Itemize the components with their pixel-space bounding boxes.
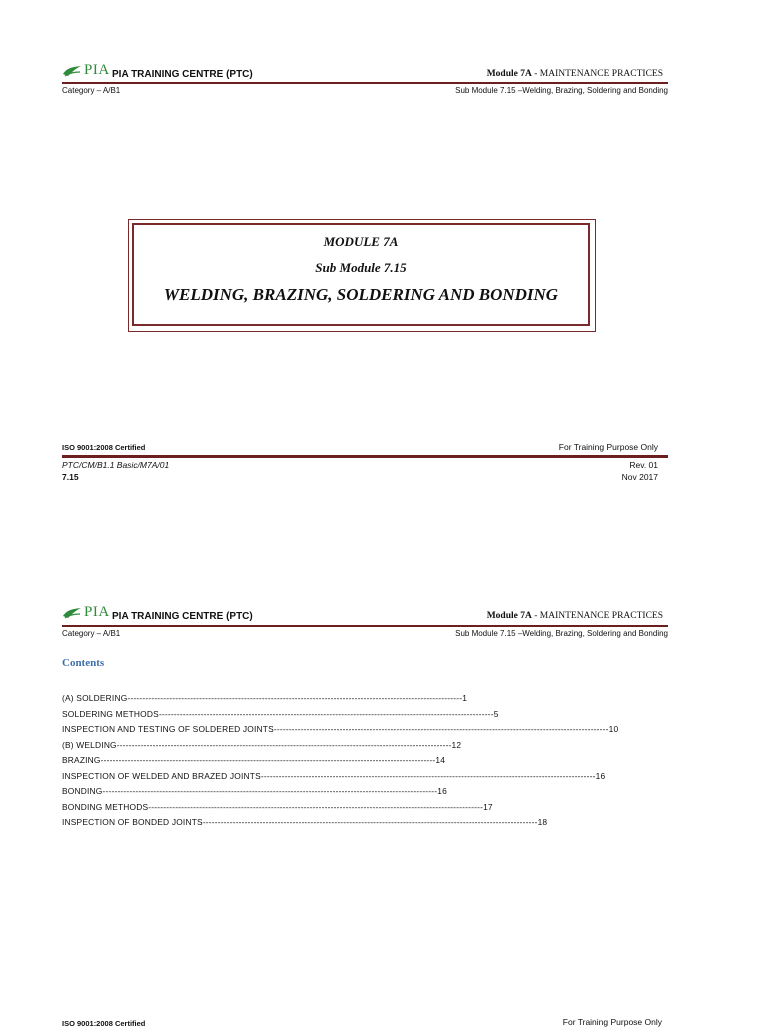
- toc-entry-page: 16: [595, 770, 606, 781]
- revision: Rev. 01: [629, 460, 658, 470]
- module-title-bold: Module 7A: [486, 69, 532, 79]
- toc-entry[interactable]: [62, 800, 493, 816]
- toc-entry-page: 12: [451, 739, 462, 750]
- toc-leader-dots: ----------------------------------------------------------------------------------------------------------------: [202, 817, 538, 827]
- submodule-heading: Sub Module 7.15: [315, 260, 407, 275]
- toc-entry[interactable]: [62, 691, 468, 707]
- module-heading: MODULE 7A: [323, 234, 399, 249]
- document-reference: PTC/CM/B1.1 Basic/M7A/01: [62, 460, 170, 470]
- crane-bird-icon: [62, 606, 82, 620]
- toc-entry[interactable]: [62, 769, 606, 785]
- training-centre-title: PIA TRAINING CENTRE (PTC): [112, 69, 253, 80]
- table-of-contents: [62, 691, 619, 831]
- toc-entry-label: (A) SOLDERING: [62, 693, 128, 703]
- toc-entry[interactable]: [62, 722, 619, 738]
- iso-certification: ISO 9001:2008 Certified: [62, 1019, 146, 1028]
- toc-leader-dots: ----------------------------------------------------------------------------------------------------------------: [148, 801, 484, 812]
- category-label: Category – A/B1: [62, 86, 121, 95]
- logo-text: PIA: [84, 62, 110, 78]
- toc-entry-page: 1: [462, 693, 468, 703]
- category-label: Category – A/B1: [62, 629, 121, 638]
- crane-bird-icon: [62, 64, 82, 78]
- header-rule: [62, 82, 668, 84]
- toc-entry-label: BONDING: [62, 786, 103, 796]
- module-title: [487, 69, 663, 79]
- training-purpose-note: For Training Purpose Only: [562, 1017, 662, 1027]
- iso-certification: ISO 9001:2008 Certified: [62, 443, 146, 452]
- toc-entry-page: 5: [493, 708, 499, 719]
- toc-entry-label: INSPECTION OF WELDED AND BRAZED JOINTS: [62, 770, 261, 781]
- toc-entry-page: 16: [437, 786, 447, 796]
- toc-leader-dots: ----------------------------------------------------------------------------------------------------------------: [100, 755, 436, 765]
- title-box: [132, 223, 590, 326]
- toc-entry-page: 14: [435, 755, 446, 765]
- toc-entry-label: (B) WELDING: [62, 739, 117, 750]
- toc-entry-page: 10: [608, 724, 619, 734]
- main-title: WELDING, BRAZING, SOLDERING AND BONDING: [163, 285, 559, 304]
- submodule-label: Sub Module 7.15 –Welding, Brazing, Soldering and Bonding: [455, 86, 668, 95]
- toc-entry-label: SOLDERING METHODS: [62, 708, 159, 719]
- footer-rule: [62, 455, 668, 458]
- contents-heading: Contents: [62, 657, 105, 669]
- logo-text: PIA: [84, 604, 110, 620]
- pia-logo: [62, 63, 110, 78]
- toc-entry-label: INSPECTION OF BONDED JOINTS: [62, 817, 203, 827]
- toc-entry-page: 18: [537, 817, 548, 827]
- toc-leader-dots: ----------------------------------------------------------------------------------------------------------------: [116, 739, 452, 750]
- toc-entry[interactable]: [62, 707, 499, 723]
- header-rule: [62, 625, 668, 627]
- toc-leader-dots: ----------------------------------------------------------------------------------------------------------------: [158, 708, 494, 719]
- toc-leader-dots: ----------------------------------------------------------------------------------------------------------------: [260, 770, 596, 781]
- toc-entry[interactable]: [62, 738, 462, 754]
- module-title-bold: Module 7A: [486, 611, 532, 621]
- toc-leader-dots: ----------------------------------------------------------------------------------------------------------------: [127, 693, 463, 703]
- toc-entry[interactable]: [62, 753, 446, 769]
- module-title: [487, 611, 663, 621]
- toc-entry-label: BRAZING: [62, 755, 101, 765]
- module-title-rest: - MAINTENANCE PRACTICES: [531, 69, 663, 79]
- toc-entry[interactable]: [62, 784, 447, 800]
- toc-entry-page: 17: [483, 801, 493, 812]
- toc-entry-label: INSPECTION AND TESTING OF SOLDERED JOINTS: [62, 724, 274, 734]
- pia-logo: [62, 605, 110, 620]
- toc-leader-dots: ----------------------------------------------------------------------------------------------------------------: [102, 786, 438, 796]
- submodule-label: Sub Module 7.15 –Welding, Brazing, Soldering and Bonding: [455, 629, 668, 638]
- training-purpose-note: For Training Purpose Only: [558, 442, 658, 452]
- toc-leader-dots: ----------------------------------------------------------------------------------------------------------------: [273, 724, 609, 734]
- training-centre-title: PIA TRAINING CENTRE (PTC): [112, 611, 253, 622]
- toc-entry[interactable]: [62, 815, 548, 831]
- revision-date: Nov 2017: [621, 472, 658, 482]
- section-number: 7.15: [62, 472, 79, 482]
- module-title-rest: - MAINTENANCE PRACTICES: [531, 611, 663, 621]
- toc-entry-label: BONDING METHODS: [62, 801, 149, 812]
